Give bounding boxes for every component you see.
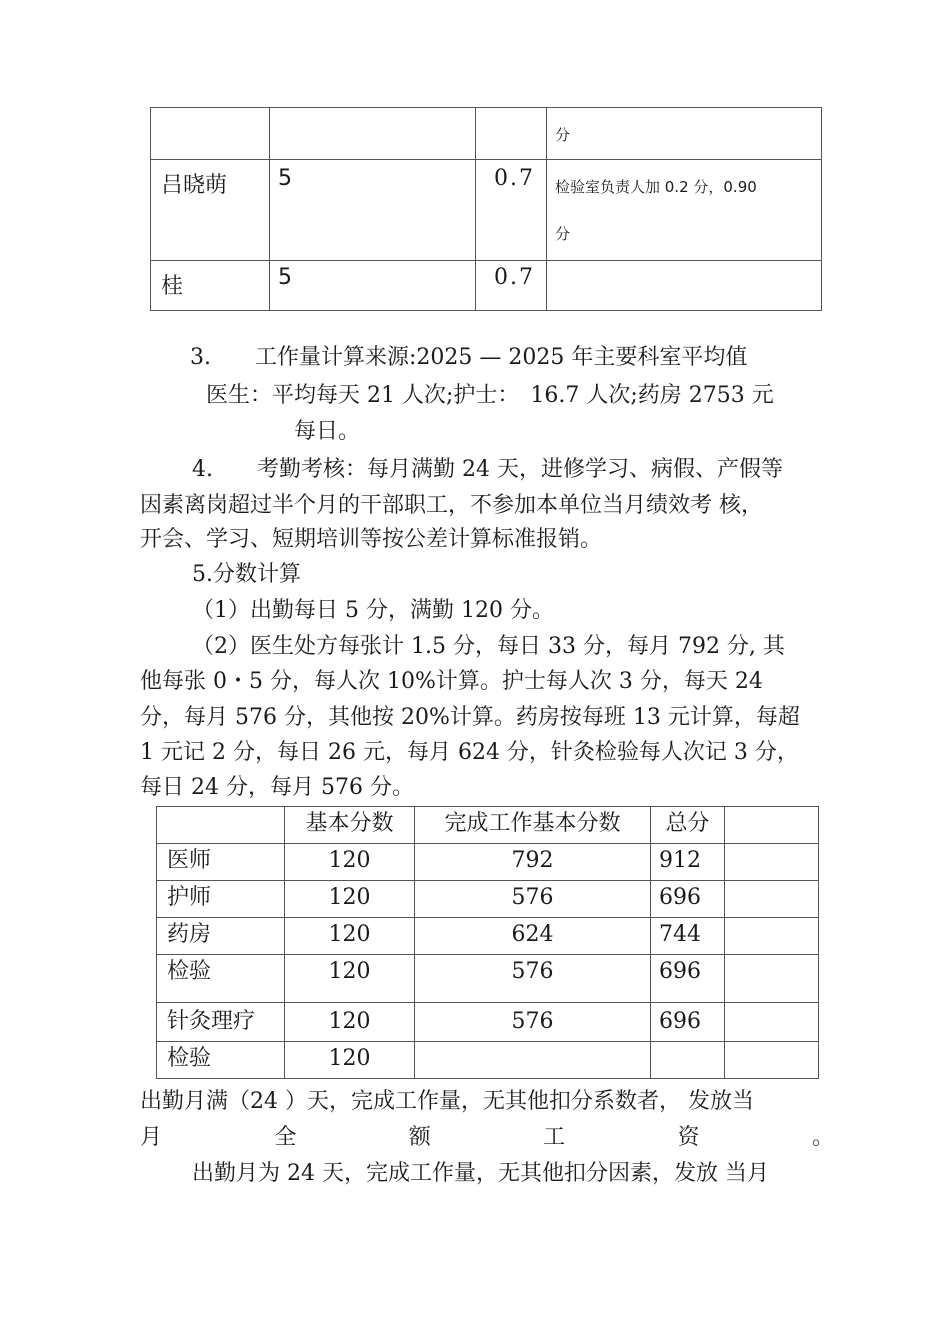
- section5-item2-line4: 1 元记 2 分，每日 26 元，每月 624 分，针灸检验每人次记 3 分，: [140, 740, 799, 765]
- section5-item2-line1: （2）医生处方每张计 1.5 分，每日 33 分，每月 792 分, 其: [192, 634, 785, 659]
- total-cell: 744: [651, 918, 725, 955]
- role-cell: 药房: [157, 918, 285, 955]
- staff-coefficient-table: [150, 107, 822, 311]
- note-text: 分: [555, 225, 571, 243]
- header-cell: 基本分数: [285, 807, 415, 844]
- closing-word: 工: [543, 1125, 566, 1150]
- name-text: 吕晓萌: [161, 173, 228, 198]
- name-cell: [151, 108, 270, 160]
- name-cell: [151, 261, 270, 311]
- role-cell: 针灸理疗: [157, 1003, 285, 1042]
- closing-line1: 出勤月满（24 ）天，完成工作量，无其他扣分系数者， 发放当: [140, 1089, 754, 1114]
- name-text: [151, 108, 269, 118]
- header-cell: [725, 807, 819, 844]
- note-cell: [547, 160, 822, 261]
- section5-heading: 5.分数计算: [192, 562, 301, 587]
- score-text: 5: [278, 166, 292, 191]
- base-score-cell: 120: [285, 1042, 415, 1079]
- role-cell: 检验: [157, 955, 285, 1003]
- work-score-cell: 576: [415, 955, 651, 1003]
- work-score-cell: 792: [415, 844, 651, 881]
- section4-line1: 4. 考勤考核：每月满勤 24 天，进修学习、病假、产假等: [192, 457, 783, 482]
- extra-cell: [725, 1003, 819, 1042]
- note-cell: [547, 108, 822, 160]
- note-text: 检验室负责人加 0.2 分，0.90: [555, 178, 757, 196]
- role-cell: 医师: [157, 844, 285, 881]
- total-cell: 912: [651, 844, 725, 881]
- score-text: 5: [278, 265, 292, 290]
- table-row: [157, 844, 819, 881]
- base-score-cell: 120: [285, 881, 415, 918]
- table-header-row: [157, 807, 819, 844]
- base-score-cell: 120: [285, 1003, 415, 1042]
- closing-word: 。: [811, 1125, 834, 1150]
- section3-line1: 3. 工作量计算来源:2025 — 2025 年主要科室平均值: [190, 345, 748, 370]
- table-row: [157, 918, 819, 955]
- table-row: [157, 1003, 819, 1042]
- section5-item2-line2: 他每张 0・5 分，每人次 10%计算。护士每人次 3 分，每天 24: [140, 669, 763, 694]
- work-score-cell: 576: [415, 1003, 651, 1042]
- extra-cell: [725, 955, 819, 1003]
- closing-word: 额: [408, 1125, 431, 1150]
- score-table: [156, 806, 819, 1079]
- header-cell: [157, 807, 285, 844]
- total-cell: 696: [651, 955, 725, 1003]
- role-cell: 检验: [157, 1042, 285, 1079]
- closing-word: 月: [140, 1125, 163, 1150]
- section3-line3: 每日。: [294, 419, 361, 444]
- score-cell: [270, 160, 476, 261]
- extra-cell: [725, 844, 819, 881]
- coefficient-cell: [476, 261, 547, 311]
- base-score-cell: 120: [285, 918, 415, 955]
- total-cell: 696: [651, 881, 725, 918]
- coefficient-text: 0.7: [494, 166, 535, 191]
- section5-item2-line5: 每日 24 分，每月 576 分。: [140, 775, 414, 800]
- note-cell: [547, 261, 822, 311]
- coefficient-cell: [476, 160, 547, 261]
- table-row: [157, 881, 819, 918]
- base-score-cell: 120: [285, 844, 415, 881]
- score-cell: [270, 261, 476, 311]
- header-cell: 完成工作基本分数: [415, 807, 651, 844]
- coefficient-text: [476, 108, 546, 116]
- total-cell: 696: [651, 1003, 725, 1042]
- section4-line3: 开会、学习、短期培训等按公差计算标准报销。: [140, 527, 603, 552]
- base-score-cell: 120: [285, 955, 415, 1003]
- table-row: [151, 160, 822, 261]
- closing-word: 全: [274, 1125, 297, 1150]
- name-text: 桂: [161, 274, 184, 299]
- work-score-cell: 624: [415, 918, 651, 955]
- score-cell: [270, 108, 476, 160]
- table-row: [151, 108, 822, 160]
- extra-cell: [725, 1042, 819, 1079]
- work-score-cell: 576: [415, 881, 651, 918]
- header-cell: 总分: [651, 807, 725, 844]
- closing-line2: [140, 1120, 834, 1151]
- coefficient-cell: [476, 108, 547, 160]
- section4-line2: 因素离岗超过半个月的干部职工，不参加本单位当月绩效考 核，: [140, 493, 763, 518]
- section5-item1: （1）出勤每日 5 分，满勤 120 分。: [192, 598, 554, 623]
- name-cell: [151, 160, 270, 261]
- table-row: [151, 261, 822, 311]
- table-row: [157, 955, 819, 1003]
- score-text: [270, 108, 475, 116]
- coefficient-text: 0.7: [494, 265, 535, 290]
- note-text: 分: [555, 126, 571, 144]
- closing-word: 资: [677, 1125, 700, 1150]
- extra-cell: [725, 881, 819, 918]
- role-cell: 护师: [157, 881, 285, 918]
- total-cell: [651, 1042, 725, 1079]
- table-row: [157, 1042, 819, 1079]
- extra-cell: [725, 918, 819, 955]
- section3-line2: 医生：平均每天 21 人次;护士： 16.7 人次;药房 2753 元: [206, 383, 774, 408]
- section5-item2-line3: 分，每月 576 分，其他按 20%计算。药房按每班 13 元计算，每超: [140, 705, 800, 730]
- closing-line3: 出勤月为 24 天，完成工作量，无其他扣分因素，发放 当月: [192, 1161, 769, 1186]
- work-score-cell: [415, 1042, 651, 1079]
